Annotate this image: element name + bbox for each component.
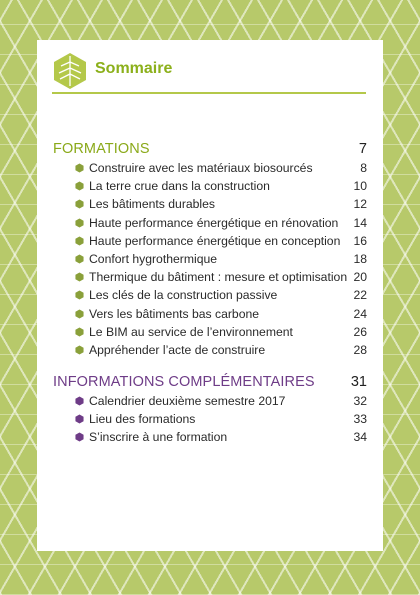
toc-entry[interactable] [75, 286, 367, 304]
toc-entry[interactable] [75, 323, 367, 341]
toc-entry-page: 34 [353, 430, 367, 445]
toc-entry-page: 8 [360, 161, 367, 175]
leaf-hexagon-icon [52, 52, 88, 90]
page-title: Sommaire [95, 60, 173, 77]
hexagon-bullet-icon [75, 290, 84, 300]
toc-entry[interactable] [75, 214, 367, 232]
toc-entry-page: 24 [353, 306, 367, 321]
section-informations-heading[interactable] [53, 374, 367, 392]
hexagon-bullet-icon [75, 236, 84, 246]
toc-entry-page: 33 [353, 412, 367, 427]
hexagon-bullet-icon [75, 218, 84, 228]
toc-entry-label: Lieu des formations [89, 412, 196, 427]
hexagon-bullet-icon [75, 432, 84, 442]
toc-entry-page: 18 [353, 251, 367, 266]
toc-entry-label: Haute performance énergétique en conception [89, 233, 341, 248]
section-title: FORMATIONS [53, 141, 150, 157]
toc-entry-page: 12 [353, 197, 367, 212]
section-page-number: 31 [350, 374, 367, 390]
hexagon-bullet-icon [75, 396, 84, 406]
toc-entry-page: 10 [353, 179, 367, 194]
toc-entry-label: S’inscrire à une formation [89, 430, 228, 445]
toc-entry-page: 32 [353, 394, 367, 408]
toc-entry[interactable] [75, 392, 367, 410]
toc-entry-label: Calendrier deuxième semestre 2017 [89, 394, 286, 408]
toc-entry[interactable] [75, 268, 367, 286]
toc-entry[interactable] [75, 410, 367, 428]
toc-entry-page: 16 [353, 233, 367, 248]
toc-entry-label: Thermique du bâtiment : mesure et optimisation [89, 270, 348, 285]
toc-entry-page: 20 [353, 270, 367, 285]
hexagon-bullet-icon [75, 309, 84, 319]
toc-entry[interactable] [75, 232, 367, 250]
hexagon-bullet-icon [75, 199, 84, 209]
toc-entry-label: Le BIM au service de l’environnement [89, 324, 293, 339]
hexagon-bullet-icon [75, 272, 84, 282]
toc-entry[interactable] [75, 305, 367, 323]
toc-entry-label: Vers les bâtiments bas carbone [89, 306, 260, 321]
toc-entry-page: 28 [353, 342, 367, 357]
toc-entry-label: Construire avec les matériaux biosourcés [89, 161, 313, 175]
toc-entry-label: Appréhender l’acte de construire [89, 342, 266, 357]
informations-list [75, 392, 367, 447]
hexagon-bullet-icon [75, 181, 84, 191]
header [52, 52, 366, 94]
toc-entry-label: Les bâtiments durables [89, 197, 216, 212]
hexagon-bullet-icon [75, 345, 84, 355]
toc-entry[interactable] [75, 428, 367, 446]
formations-list [75, 159, 367, 359]
hexagon-bullet-icon [75, 327, 84, 337]
section-formations-heading[interactable] [53, 141, 367, 159]
toc-entry[interactable] [75, 250, 367, 268]
toc-entry-label: La terre crue dans la construction [89, 179, 270, 194]
toc-entry[interactable] [75, 177, 367, 195]
section-title: INFORMATIONS COMPLÉMENTAIRES [53, 374, 315, 390]
hexagon-bullet-icon [75, 163, 84, 173]
toc-entry[interactable] [75, 195, 367, 213]
toc-entry[interactable] [75, 341, 367, 359]
toc-entry[interactable] [75, 159, 367, 177]
toc-entry-page: 26 [353, 324, 367, 339]
toc-entry-label: Les clés de la construction passive [89, 288, 278, 303]
toc-entry-label: Confort hygrothermique [89, 251, 218, 266]
toc-entry-page: 22 [353, 288, 367, 303]
toc-entry-page: 14 [353, 215, 367, 230]
section-page-number: 7 [358, 141, 367, 157]
hexagon-bullet-icon [75, 254, 84, 264]
toc-entry-label: Haute performance énergétique en rénovation [89, 215, 339, 230]
hexagon-bullet-icon [75, 414, 84, 424]
